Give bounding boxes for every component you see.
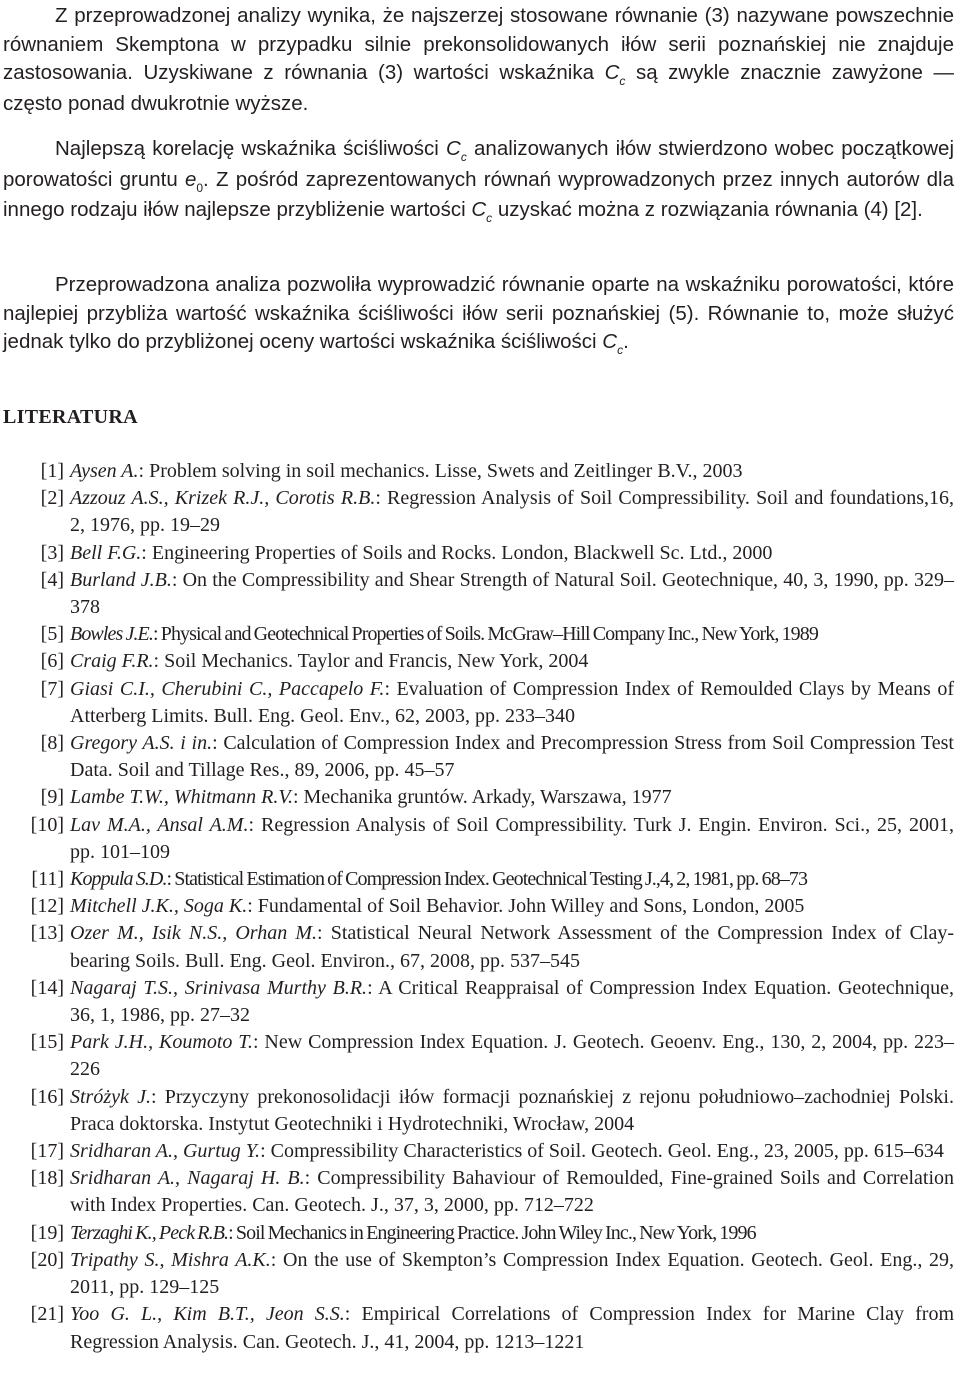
reference-item: [0, 730, 960, 784]
reference-text: Azzouz A.S., Krizek R.J., Corotis R.B.: Regression Analysis of Soil Compressibility. Soil and foundations,16, 2, 1976, pp. 19–29: [70, 487, 954, 537]
paragraph-3: Przeprowadzona analiza pozwoliła wyprowadzić równanie oparte na wskaźniku porowatości, które najlepiej przybliża wartość wskaźnika ściśliwości iłów serii poznańskiej (5). Równanie to, może służyć jednak tylko do przybliżonej oceny wartości wskaźnika ściśliwości $C_c$.: [3, 273, 954, 358]
reference-item: [0, 676, 960, 730]
reference-number: [16]: [30, 1085, 64, 1108]
reference-item: [0, 1029, 960, 1083]
reference-number: [6]: [40, 650, 64, 673]
reference-number: [21]: [30, 1303, 64, 1326]
reference-item: [0, 485, 960, 539]
reference-number: [3]: [40, 541, 64, 564]
reference-number: [15]: [30, 1031, 64, 1054]
reference-text: Giasi C.I., Cherubini C., Paccapelo F.: Evaluation of Compression Index of Remoulded Clays by Means of Atterberg Limits. Bull. Eng. Geol. Env., 62, 2003, pp. 233–340: [70, 677, 954, 727]
reference-item: [0, 1084, 960, 1138]
reference-item: [0, 458, 960, 485]
reference-number: [2]: [40, 487, 64, 510]
reference-item: [0, 784, 960, 811]
reference-text: Terzaghi K., Peck R.B.: Soil Mechanics in Engineering Practice. John Wiley Inc., New York, 1996: [70, 1221, 756, 1244]
reference-number: [8]: [40, 732, 64, 755]
reference-text: Yoo G. L., Kim B.T., Jeon S.S.: Empirical Correlations of Compression Index for Marine Clay from Regression Analysis. Can. Geotech. J., 41, 2004, pp. 1213–1221: [70, 1303, 954, 1353]
reference-text: Aysen A.: Problem solving in soil mechanics. Lisse, Swets and Zeitlinger B.V., 2003: [70, 460, 743, 482]
reference-item: [0, 1247, 960, 1301]
reference-text: Koppula S.D.: Statistical Estimation of Compression Index. Geotechnical Testing J.,4, 2, 1981, pp. 68–73: [70, 868, 808, 891]
reference-text: Craig F.R.: Soil Mechanics. Taylor and Francis, New York, 2004: [70, 650, 589, 673]
reference-number: [13]: [30, 922, 64, 945]
reference-text: Nagaraj T.S., Srinivasa Murthy B.R.: A Critical Reappraisal of Compression Index Equation. Geotechnique, 36, 1, 1986, pp. 27–32: [70, 976, 955, 1027]
reference-text: Bell F.G.: Engineering Properties of Soils and Rocks. London, Blackwell Sc. Ltd., 2000: [70, 541, 773, 564]
reference-item: [0, 567, 960, 621]
reference-number: [19]: [30, 1221, 64, 1244]
paragraph-1: Z przeprowadzonej analizy wynika, że najszerzej stosowane równanie (3) nazywane powszechnie równaniem Skemptona w przypadku silnie prekonsolidowanych iłów serii poznańskiej nie znajduje zastosowania. Uzyskiwane z równania (3) wartości wskaźnika $C_c$ są zwykle znacznie zawyżone — często ponad dwukrotnie wyższe.: [3, 4, 954, 115]
reference-item: [0, 920, 960, 974]
reference-text: Sridharan A., Gurtug Y.: Compressibility Characteristics of Soil. Geotech. Geol. Eng., 23, 2005, pp. 615–634: [70, 1140, 944, 1163]
reference-text: Stróżyk J.: Przyczyny prekonosolidacji iłów formacji poznańskiej z rejonu południowo–zachodniej Polski. Praca doktorska. Instytut Geotechniki i Hydrotechniki, Wrocław, 2004: [70, 1085, 954, 1135]
reference-number: [12]: [30, 895, 64, 918]
reference-text: Sridharan A., Nagaraj H. B.: Compressibility Bahaviour of Remoulded, Fine-grained Soils and Correlation with Index Properties. Can. Geotech. J., 37, 3, 2000, pp. 712–722: [70, 1167, 954, 1217]
reference-item: [0, 621, 960, 648]
reference-item: [0, 648, 960, 675]
reference-item: [0, 893, 960, 920]
reference-item: [0, 1138, 960, 1165]
paragraph-2: Najlepszą korelację wskaźnika ściśliwości $C_c$ analizowanych iłów stwierdzono wobec początkowej porowatości gruntu $e_0$. Z pośród zaprezentowanych równań wyprowadzonych przez innych autorów dla innego rodzaju iłów najlepsze przybliżenie wartości $C_c$ uzyskać można z rozwiązania równania (4) [2].: [3, 137, 955, 226]
reference-number: [7]: [40, 677, 64, 700]
reference-list: [0, 458, 960, 1356]
reference-item: [0, 1220, 960, 1247]
reference-number: [4]: [40, 568, 64, 591]
reference-text: Mitchell J.K., Soga K.: Fundamental of Soil Behavior. John Willey and Sons, London, 2005: [70, 895, 805, 918]
reference-text: Bowles J.E.: Physical and Geotechnical Properties of Soils. McGraw–Hill Company Inc., New York, 1989: [70, 623, 818, 646]
reference-text: Park J.H., Koumoto T.: New Compression Index Equation. J. Geotech. Geoenv. Eng., 130, 2, 2004, pp. 223–226: [70, 1031, 954, 1081]
reference-text: Gregory A.S. i in.: Calculation of Compression Index and Precompression Stress from Soil Compression Test Data. Soil and Tillage Res., 89, 2006, pp. 45–57: [70, 732, 954, 782]
reference-text: Ozer M., Isik N.S., Orhan M.: Statistical Neural Network Assessment of the Compression Index of Clay-bearing Soils. Bull. Eng. Geol. Environ., 67, 2008, pp. 537–545: [70, 922, 954, 972]
reference-text: Lambe T.W., Whitmann R.V.: Mechanika gruntów. Arkady, Warszawa, 1977: [70, 786, 672, 809]
reference-number: [20]: [30, 1248, 64, 1271]
reference-text: Burland J.B.: On the Compressibility and Shear Strength of Natural Soil. Geotechnique, 40, 3, 1990, pp. 329–378: [70, 568, 954, 619]
reference-number: [18]: [30, 1167, 64, 1190]
references-heading: LITERATURA: [3, 406, 138, 428]
reference-item: [0, 1165, 960, 1219]
reference-number: [5]: [40, 623, 64, 646]
reference-number: [1]: [40, 460, 64, 482]
reference-number: [11]: [31, 868, 64, 891]
reference-item: [0, 540, 960, 567]
reference-number: [14]: [30, 976, 64, 999]
reference-number: [10]: [30, 813, 64, 836]
reference-item: [0, 975, 960, 1029]
reference-text: Tripathy S., Mishra A.K.: On the use of Skempton’s Compression Index Equation. Geotech. Geol. Eng., 29, 2011, pp. 129–125: [70, 1248, 955, 1299]
reference-number: [9]: [40, 786, 64, 809]
reference-text: Lav M.A., Ansal A.M.: Regression Analysis of Soil Compressibility. Turk J. Engin. Environ. Sci., 25, 2001, pp. 101–109: [70, 813, 955, 863]
reference-number: [17]: [30, 1140, 64, 1163]
reference-item: [0, 1301, 960, 1355]
reference-item: [0, 812, 960, 866]
reference-item: [0, 866, 960, 893]
